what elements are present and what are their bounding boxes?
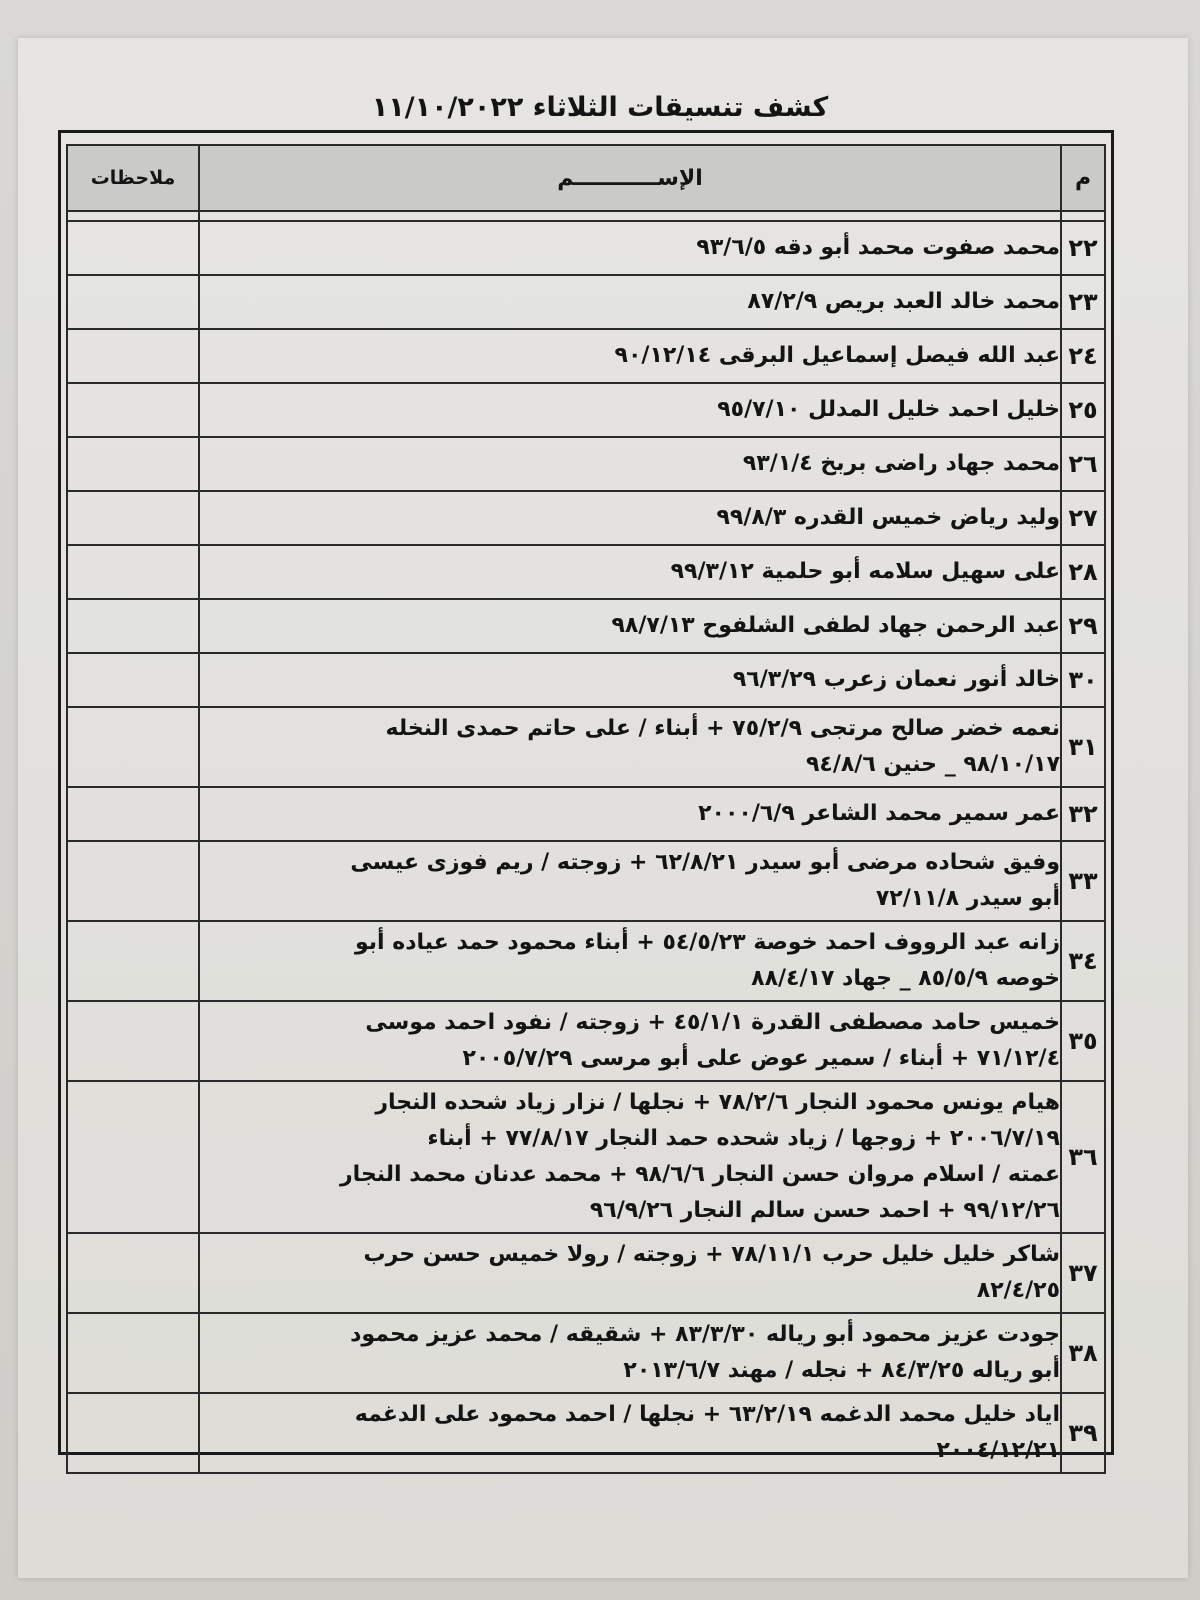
row-notes-cell <box>67 1081 199 1233</box>
table-frame <box>58 130 1114 1463</box>
name-line: خوصه ٨٥/٥/٩ _ جهاد ٨٨/٤/١٧ <box>751 966 1060 991</box>
row-number: ٢٣ <box>1061 275 1105 329</box>
name-line: ٩٨/١٠/١٧ _ حنين ٩٤/٨/٦ <box>805 752 1060 777</box>
table-row <box>67 707 1105 787</box>
row-name-cell <box>199 599 1061 653</box>
row-name-cell <box>199 787 1061 841</box>
name-line: خليل احمد خليل المدلل ٩٥/٧/١٠ <box>717 397 1060 422</box>
row-name-cell <box>199 491 1061 545</box>
table-row <box>67 383 1105 437</box>
row-name-cell <box>199 329 1061 383</box>
row-name-cell <box>199 437 1061 491</box>
name-line: وليد رياض خميس القدره ٩٩/٨/٣ <box>716 505 1060 530</box>
name-line: عبد الرحمن جهاد لطفى الشلفوح ٩٨/٧/١٣ <box>611 613 1060 638</box>
table-header-row <box>67 145 1105 211</box>
row-name-cell <box>199 275 1061 329</box>
name-line: عمر سمير محمد الشاعر ٢٠٠٠/٦/٩ <box>698 801 1060 826</box>
row-name-cell <box>199 653 1061 707</box>
row-number: ٣١ <box>1061 707 1105 787</box>
name-line: أبو سيدر ٧٢/١١/٨ <box>875 886 1060 911</box>
name-line: عبد الله فيصل إسماعيل البرقى ٩٠/١٢/١٤ <box>614 343 1060 368</box>
table-row <box>67 491 1105 545</box>
name-line: محمد خالد العبد بريص ٨٧/٢/٩ <box>747 289 1060 314</box>
name-line: محمد صفوت محمد أبو دقه ٩٣/٦/٥ <box>696 235 1060 260</box>
row-name-cell <box>199 921 1061 1001</box>
row-notes-cell <box>67 841 199 921</box>
row-name-cell <box>199 1393 1061 1473</box>
row-notes-cell <box>67 437 199 491</box>
row-notes-cell <box>67 1313 199 1393</box>
table-row <box>67 653 1105 707</box>
table-row <box>67 221 1105 275</box>
header-spacer <box>67 211 1105 221</box>
name-line: محمد جهاد راضى بربخ ٩٣/١/٤ <box>742 451 1060 476</box>
name-line: زانه عبد الرووف احمد خوصة ٥٤/٥/٢٣ + أبناء محمود حمد عياده أبو <box>355 930 1060 955</box>
name-line: خميس حامد مصطفى القدرة ٤٥/١/١ + زوجته / نفود احمد موسى <box>365 1010 1060 1035</box>
row-notes-cell <box>67 491 199 545</box>
row-number: ٣٣ <box>1061 841 1105 921</box>
table-row <box>67 1393 1105 1473</box>
row-notes-cell <box>67 921 199 1001</box>
table-row <box>67 437 1105 491</box>
name-line: نعمه خضر صالح مرتجى ٧٥/٢/٩ + أبناء / على حاتم حمدى النخله <box>385 716 1060 741</box>
row-number: ٣٧ <box>1061 1233 1105 1313</box>
name-line: ٨٢/٤/٢٥ <box>976 1278 1060 1303</box>
row-number: ٣٤ <box>1061 921 1105 1001</box>
row-name-cell <box>199 1233 1061 1313</box>
table-row <box>67 921 1105 1001</box>
table-row <box>67 787 1105 841</box>
row-number: ٢٦ <box>1061 437 1105 491</box>
row-notes-cell <box>67 545 199 599</box>
row-notes-cell <box>67 1233 199 1313</box>
name-line: ٢٠٠٤/١٢/٢١ <box>936 1438 1060 1463</box>
name-line: على سهيل سلامه أبو حلمية ٩٩/٣/١٢ <box>670 559 1060 584</box>
row-notes-cell <box>67 707 199 787</box>
row-name-cell <box>199 1001 1061 1081</box>
row-number: ٣٩ <box>1061 1393 1105 1473</box>
table-row <box>67 841 1105 921</box>
table-row <box>67 599 1105 653</box>
header-number: م <box>1061 145 1105 211</box>
name-line: وفيق شحاده مرضى أبو سيدر ٦٢/٨/٢١ + زوجته / ريم فوزى عيسى <box>350 850 1060 875</box>
header-name: الإســـــــــــم <box>199 145 1061 211</box>
row-number: ٣٢ <box>1061 787 1105 841</box>
row-notes-cell <box>67 1393 199 1473</box>
name-line: شاكر خليل خليل حرب ٧٨/١١/١ + زوجته / رولا خميس حسن حرب <box>363 1242 1060 1267</box>
row-name-cell <box>199 383 1061 437</box>
row-name-cell <box>199 841 1061 921</box>
page-title: كشف تنسيقات الثلاثاء ١١/١٠/٢٠٢٢ <box>371 92 829 123</box>
name-line: جودت عزيز محمود أبو رياله ٨٣/٣/٣٠ + شقيقه / محمد عزيز محمود <box>350 1322 1060 1347</box>
row-number: ٢٧ <box>1061 491 1105 545</box>
table-row <box>67 329 1105 383</box>
row-notes-cell <box>67 787 199 841</box>
row-notes-cell <box>67 599 199 653</box>
row-name-cell <box>199 1081 1061 1233</box>
name-line: خالد أنور نعمان زعرب ٩٦/٣/٢٩ <box>732 667 1060 692</box>
row-number: ٢٤ <box>1061 329 1105 383</box>
row-number: ٣٦ <box>1061 1081 1105 1233</box>
row-notes-cell <box>67 383 199 437</box>
name-line: عمته / اسلام مروان حسن النجار ٩٨/٦/٦ + محمد عدنان محمد النجار <box>340 1162 1060 1187</box>
name-line: هيام يونس محمود النجار ٧٨/٢/٦ + نجلها / نزار زياد شحده النجار <box>375 1090 1060 1115</box>
row-number: ٢٨ <box>1061 545 1105 599</box>
row-number: ٣٨ <box>1061 1313 1105 1393</box>
name-line: ٩٩/١٢/٢٦ + احمد حسن سالم النجار ٩٦/٩/٢٦ <box>589 1198 1060 1223</box>
row-name-cell <box>199 221 1061 275</box>
header-notes: ملاحظات <box>67 145 199 211</box>
table-row <box>67 1001 1105 1081</box>
row-name-cell <box>199 545 1061 599</box>
row-number: ٢٩ <box>1061 599 1105 653</box>
row-number: ٣٥ <box>1061 1001 1105 1081</box>
row-notes-cell <box>67 221 199 275</box>
name-line: ٢٠٠٦/٧/١٩ + زوجها / زياد شحده حمد النجار ٧٧/٨/١٧ + أبناء <box>427 1126 1060 1151</box>
row-notes-cell <box>67 653 199 707</box>
row-number: ٢٢ <box>1061 221 1105 275</box>
names-table <box>66 144 1106 1474</box>
table-row <box>67 545 1105 599</box>
row-notes-cell <box>67 329 199 383</box>
table-row <box>67 1233 1105 1313</box>
name-line: أبو رياله ٨٤/٣/٢٥ + نجله / مهند ٢٠١٣/٦/٧ <box>623 1358 1060 1383</box>
name-line: ٧١/١٢/٤ + أبناء / سمير عوض على أبو مرسى ٢٠٠٥/٧/٢٩ <box>462 1046 1060 1071</box>
row-number: ٣٠ <box>1061 653 1105 707</box>
table-row <box>67 1081 1105 1233</box>
name-line: اياد خليل محمد الدغمه ٦٣/٢/١٩ + نجلها / احمد محمود على الدغمه <box>354 1402 1060 1427</box>
row-notes-cell <box>67 1001 199 1081</box>
row-notes-cell <box>67 275 199 329</box>
row-name-cell <box>199 1313 1061 1393</box>
table-row <box>67 1313 1105 1393</box>
table-row <box>67 275 1105 329</box>
table-body <box>67 221 1105 1473</box>
row-number: ٢٥ <box>1061 383 1105 437</box>
row-name-cell <box>199 707 1061 787</box>
